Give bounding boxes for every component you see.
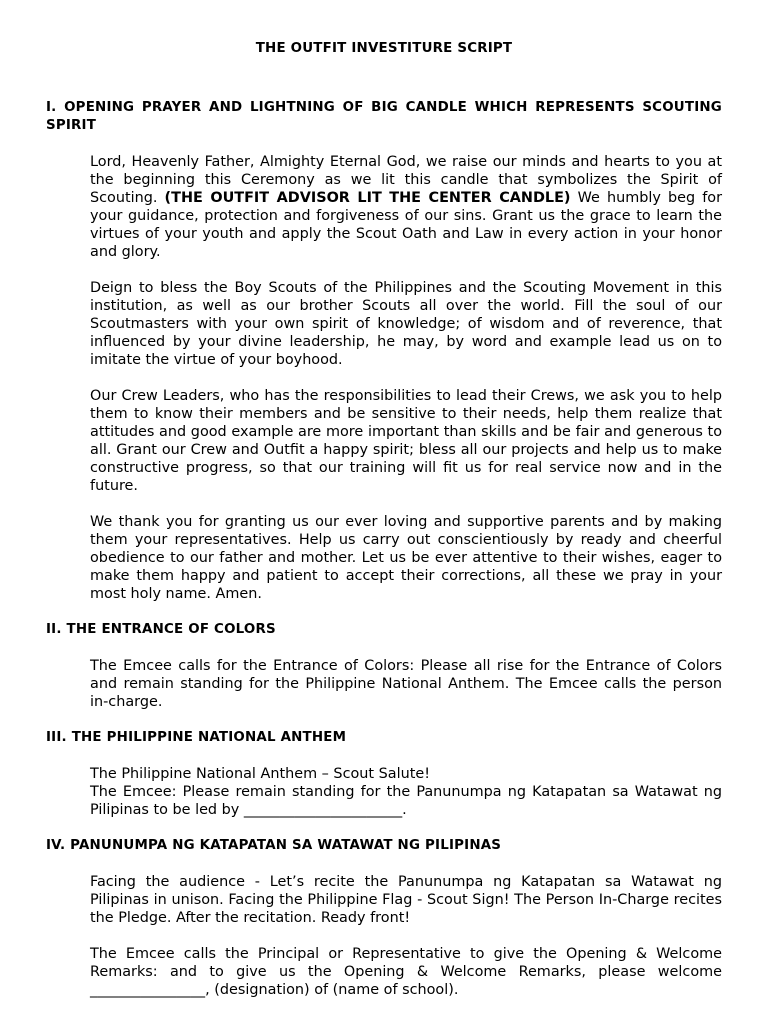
paragraph-prayer-1 [90,153,722,261]
section-heading-panunumpa: IV. PANUNUMPA NG KATAPATAN SA WATAWAT NG PILIPINAS [46,838,502,853]
paragraph-entrance-of-colors: The Emcee calls for the Entrance of Colors: Please all rise for the Entrance of Colors and remain standing for the Philippine National Anthem. The Emcee calls the person in-charge. [90,658,722,710]
section-heading-entrance-of-colors: II. THE ENTRANCE OF COLORS [46,622,276,637]
section-heading-national-anthem: III. THE PHILIPPINE NATIONAL ANTHEM [46,730,347,745]
paragraph-panunumpa-1: Facing the audience - Let’s recite the Panunumpa ng Katapatan sa Watawat ng Pilipinas in unison. Facing the Philippine Flag - Scout Sign! The Person In-Charge recites the Pledge. After the recitation. Ready front! [90,874,722,926]
anthem-emcee-line: The Emcee: Please remain standing for the Panunumpa ng Katapatan sa Watawat ng Pilipinas to be led by ______________________. [90,784,722,818]
paragraph-text: We humbly beg for your guidance, protection and forgiveness of our sins. Grant us the grace to learn the virtues of your youth and apply the Scout Oath and Law in every action in your honor and glory. [90,190,722,260]
paragraph-prayer-3: Our Crew Leaders, who has the responsibilities to lead their Crews, we ask you to help them to know their members and be sensitive to their needs, help them realize that attitudes and good example are more important than skills and be fair and generous to all. Grant our Crew and Outfit a happy spirit; bless all our projects and help us to make constructive progress, so that our training will fit us for real service now and in the future. [90,388,722,494]
section-heading-opening-prayer: I. OPENING PRAYER AND LIGHTNING OF BIG CANDLE WHICH REPRESENTS SCOUTING SPIRIT [46,100,722,133]
paragraph-text: Lord, Heavenly Father, Almighty Eternal God, we raise our minds and hearts to you at the beginning this Ceremony as we lit this candle that symbolizes the Spirit of Scouting. [90,154,722,206]
stage-direction: (THE OUTFIT ADVISOR LIT THE CENTER CANDLE) [164,190,571,206]
paragraph-prayer-4: We thank you for granting us our ever loving and supportive parents and by making them your representatives. Help us carry out conscientiously by ready and cheerful obedience to our father and mother. Let us be ever attentive to their wishes, eager to make them happy and patient to accept their corrections, all these we pray in your most holy name. Amen. [90,514,722,602]
document-title: THE OUTFIT INVESTITURE SCRIPT [255,41,513,56]
paragraph-prayer-2: Deign to bless the Boy Scouts of the Philippines and the Scouting Movement in this institution, as well as our brother Scouts all over the world. Fill the soul of our Scoutmasters with your own spirit of knowledge; of wisdom and of reverence, that influenced by your divine leadership, he may, by word and example lead us on to imitate the virtue of your boyhood. [90,280,722,368]
anthem-line: The Philippine National Anthem – Scout Salute! [90,766,430,782]
paragraph-panunumpa-2: The Emcee calls the Principal or Representative to give the Opening & Welcome Remarks: and to give us the Opening & Welcome Remarks, please welcome ________________, (designation) of (name of school). [90,946,722,998]
paragraph-national-anthem [90,765,722,819]
